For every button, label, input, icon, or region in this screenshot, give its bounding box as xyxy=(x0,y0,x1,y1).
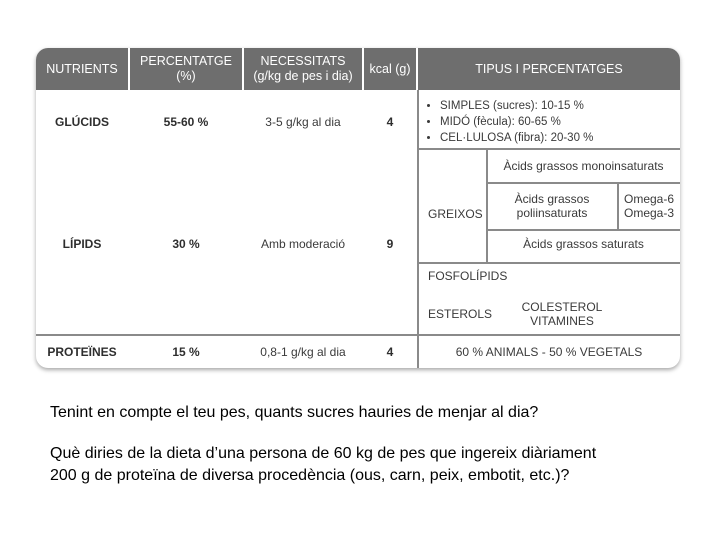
monounsaturated-label: Àcids grassos monoinsaturats xyxy=(503,159,664,173)
vitamines-label: VITAMINES xyxy=(530,314,594,328)
list-item: • MIDÓ (fècula): 60-65 % xyxy=(440,114,593,130)
header-divider xyxy=(128,48,130,90)
header-percentage: PERCENTATGE (%) xyxy=(140,54,232,83)
polyunsaturated-line1: Àcids grassos xyxy=(514,192,590,206)
nutrients-table xyxy=(36,48,680,368)
polyunsaturated-line2: poliinsaturats xyxy=(516,206,588,220)
divider xyxy=(418,148,680,150)
row-lipids-name: LÍPIDS xyxy=(62,237,102,251)
table-header xyxy=(36,48,680,90)
glucids-types-list xyxy=(426,98,593,146)
saturated-label: Àcids grassos saturats xyxy=(523,237,644,251)
row-proteines-kcal: 4 xyxy=(386,345,394,359)
row-glucids-kcal: 4 xyxy=(386,115,394,129)
fosfolipids-label: FOSFOLÍPIDS xyxy=(428,269,508,283)
omega6-label: Omega-6 xyxy=(623,192,675,206)
colesterol-label: COLESTEROL xyxy=(521,300,603,314)
header-types: TIPUS I PERCENTATGES xyxy=(475,61,623,76)
header-kcal: kcal (g) xyxy=(369,61,411,76)
row-lipids-kcal: 9 xyxy=(386,237,394,251)
row-lipids-percentage: 30 % xyxy=(172,237,200,251)
header-divider xyxy=(416,48,418,90)
header-nutrients: NUTRIENTS xyxy=(46,61,118,76)
row-proteines-percentage: 15 % xyxy=(172,345,200,359)
row-lipids-needs: Amb moderació xyxy=(260,237,346,251)
divider xyxy=(418,262,680,264)
row-proteines-name: PROTEÏNES xyxy=(47,345,117,359)
row-glucids-needs: 3-5 g/kg al dia xyxy=(265,115,341,129)
row-glucids-name: GLÚCIDS xyxy=(55,115,109,129)
esterols-label: ESTEROLS xyxy=(428,307,493,321)
header-divider xyxy=(362,48,364,90)
list-item: • CEL·LULOSA (fibra): 20-30 % xyxy=(440,130,593,146)
types-column-divider xyxy=(417,90,419,368)
row-proteines-needs: 0,8-1 g/kg al dia xyxy=(260,345,346,359)
polyunsaturated-label xyxy=(487,184,617,228)
question-1: Tenint en compte el teu pes, quants sucres hauries de menjar al dia? xyxy=(50,404,539,421)
divider xyxy=(486,229,680,231)
omega3-label: Omega-3 xyxy=(623,206,675,220)
header-divider xyxy=(242,48,244,90)
question-2-line2: 200 g de proteïna de diversa procedència (ous, carn, peix, embotit, etc.)? xyxy=(50,467,570,484)
row-glucids-percentage: 55-60 % xyxy=(163,115,209,129)
divider xyxy=(36,334,680,336)
esterols-types xyxy=(512,298,612,330)
omega-label xyxy=(618,184,680,228)
list-item: • SIMPLES (sucres): 10-15 % xyxy=(440,98,593,114)
header-needs-line2: (g/kg de pes i dia) xyxy=(253,69,353,83)
header-needs xyxy=(244,48,362,90)
greixos-label: GREIXOS xyxy=(428,207,483,221)
question-2-line1: Què diries de la dieta d’una persona de 60 kg de pes que ingereix diàriament xyxy=(50,445,597,462)
header-needs-line1: NECESSITATS xyxy=(260,54,346,68)
row-proteines-types: 60 % ANIMALS - 50 % VEGETALS xyxy=(455,345,643,359)
